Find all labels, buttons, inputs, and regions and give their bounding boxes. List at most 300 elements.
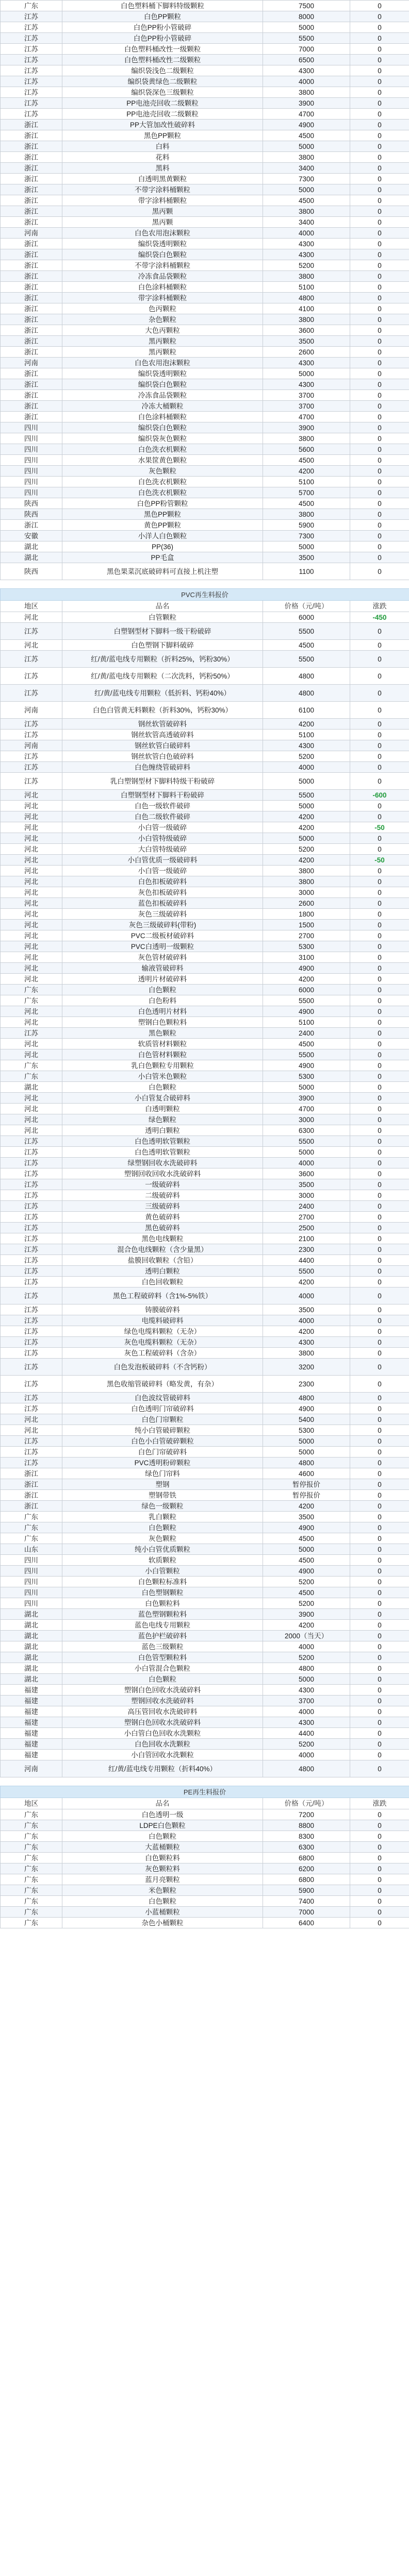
table-row (1, 909, 409, 920)
region-cell: 河北 (1, 822, 62, 833)
change-cell: 0 (350, 1566, 409, 1577)
table-row (1, 1326, 409, 1337)
change-cell: 0 (350, 509, 409, 520)
table-row (1, 303, 409, 314)
product-cell: 蓝色电线专用颗粒 (62, 1620, 263, 1631)
table-row (1, 1315, 409, 1326)
region-cell: 河北 (1, 790, 62, 801)
price-cell: 5000 (263, 184, 350, 195)
table-row (1, 1266, 409, 1277)
product-cell: PP大管加改性破碎料 (62, 120, 263, 130)
product-cell: 蓝色三级颗粒 (62, 1641, 263, 1652)
region-cell: 河北 (1, 855, 62, 866)
region-cell: 福建 (1, 1717, 62, 1728)
region-cell: 河北 (1, 920, 62, 930)
table-row (1, 1522, 409, 1533)
change-cell: 0 (350, 1393, 409, 1403)
table-row (1, 1760, 409, 1777)
region-cell: 广东 (1, 995, 62, 1006)
change-cell: 0 (350, 412, 409, 422)
region-cell: 江苏 (1, 22, 62, 33)
table-row (1, 33, 409, 44)
price-cell: 6400 (263, 1918, 350, 1928)
table-row (1, 952, 409, 963)
price-cell: 5900 (263, 1885, 350, 1896)
table-row (1, 1820, 409, 1831)
table-row (1, 719, 409, 730)
price-cell: 4000 (263, 762, 350, 773)
product-cell: 白色塑料桶下脚料特级颗粒 (62, 1, 263, 11)
table-row (1, 1244, 409, 1255)
change-cell: 0 (350, 141, 409, 152)
change-cell: 0 (350, 1403, 409, 1414)
price-cell: 4200 (263, 974, 350, 985)
region-cell: 四川 (1, 1577, 62, 1587)
change-cell: 0 (350, 941, 409, 952)
table-row (1, 1093, 409, 1104)
product-cell: 灰色电缆料颗粒（无杂） (62, 1337, 263, 1348)
change-cell: 0 (350, 1907, 409, 1918)
region-cell: 江苏 (1, 55, 62, 65)
product-cell: 白色洗衣机颗粒 (62, 487, 263, 498)
region-cell: 河北 (1, 909, 62, 920)
table-row (1, 1907, 409, 1918)
price-cell: 2700 (263, 1212, 350, 1223)
change-cell: 0 (350, 740, 409, 751)
price-cell: 3800 (263, 87, 350, 98)
product-cell: 水果筐黄色颗粒 (62, 455, 263, 466)
table-row (1, 1179, 409, 1190)
product-cell: 小白管一级破碎 (62, 822, 263, 833)
product-cell: 透明片材破碎料 (62, 974, 263, 985)
price-table-3 (0, 1786, 409, 1928)
price-cell: 7000 (263, 44, 350, 55)
region-cell: 河北 (1, 1414, 62, 1425)
table-row (1, 444, 409, 455)
table-row (1, 1874, 409, 1885)
region-cell: 浙江 (1, 152, 62, 163)
region-cell: 广东 (1, 1820, 62, 1831)
region-cell: 浙江 (1, 520, 62, 531)
product-cell: 塑钢回收回收水洗破碎料 (62, 1168, 263, 1179)
region-cell: 福建 (1, 1696, 62, 1706)
price-cell: 4500 (263, 1533, 350, 1544)
region-cell: 浙江 (1, 174, 62, 184)
change-cell: 0 (350, 11, 409, 22)
product-cell: 黑色PP颗粒 (62, 130, 263, 141)
table-row (1, 1631, 409, 1641)
product-cell: 白色波纹管破碎料 (62, 1393, 263, 1403)
table-row (1, 1696, 409, 1706)
table-row (1, 920, 409, 930)
region-cell: 江苏 (1, 109, 62, 120)
region-cell: 河南 (1, 358, 62, 368)
price-cell: 4300 (263, 65, 350, 76)
table-row (1, 98, 409, 109)
region-cell: 河北 (1, 941, 62, 952)
change-cell: 0 (350, 1304, 409, 1315)
region-cell: 浙江 (1, 390, 62, 401)
price-cell: 5000 (263, 22, 350, 33)
table-row (1, 930, 409, 941)
product-cell: 纯小白管优质颗粒 (62, 1544, 263, 1555)
region-cell: 浙江 (1, 293, 62, 303)
region-cell: 浙江 (1, 1479, 62, 1490)
section-title: PE再生料报价 (1, 1786, 409, 1798)
change-cell: 0 (350, 433, 409, 444)
table-row (1, 1049, 409, 1060)
product-cell: PVC白透明一级颗粒 (62, 941, 263, 952)
region-cell: 河北 (1, 952, 62, 963)
product-cell: 小白管混合色颗粒 (62, 1663, 263, 1674)
region-cell: 四川 (1, 487, 62, 498)
product-cell: 白色颗粒 (62, 1831, 263, 1842)
price-cell: 4800 (263, 685, 350, 702)
price-cell: 4900 (263, 1403, 350, 1414)
region-cell: 江苏 (1, 11, 62, 22)
price-cell: 5000 (263, 368, 350, 379)
price-cell: 7200 (263, 1809, 350, 1820)
product-cell: 编织袋深色三级颗粒 (62, 87, 263, 98)
price-cell: 8800 (263, 1820, 350, 1831)
change-cell: 0 (350, 1842, 409, 1853)
change-cell: 0 (350, 1863, 409, 1874)
product-cell: 白色农用泡沫颗粒 (62, 228, 263, 239)
region-cell: 广东 (1, 1885, 62, 1896)
price-cell: 5000 (263, 541, 350, 552)
change-cell: 0 (350, 541, 409, 552)
table-row (1, 1, 409, 11)
product-cell: 白色粉料 (62, 995, 263, 1006)
table-row (1, 1641, 409, 1652)
header-product: 品名 (62, 601, 263, 612)
region-cell: 河南 (1, 702, 62, 719)
price-cell: 3200 (263, 1359, 350, 1376)
region-cell: 江苏 (1, 1359, 62, 1376)
product-cell: 高压管回收水洗破碎料 (62, 1706, 263, 1717)
change-cell: 0 (350, 422, 409, 433)
region-cell: 陕西 (1, 498, 62, 509)
product-cell: 白色PP粉小管破碎 (62, 22, 263, 33)
change-cell: 0 (350, 520, 409, 531)
region-cell: 江苏 (1, 1287, 62, 1304)
product-cell: 黑色PP颗粒 (62, 509, 263, 520)
price-cell: 6000 (263, 612, 350, 623)
region-cell: 四川 (1, 1555, 62, 1566)
table-row (1, 1168, 409, 1179)
change-cell: 0 (350, 1652, 409, 1663)
product-cell: 黑料 (62, 163, 263, 174)
product-cell: 色丙颗粒 (62, 303, 263, 314)
region-cell: 江苏 (1, 1028, 62, 1039)
table-row (1, 751, 409, 762)
change-cell: 0 (350, 1287, 409, 1304)
product-cell: 钢丝软管白破碎料 (62, 740, 263, 751)
product-cell: 白色洗衣机颗粒 (62, 477, 263, 487)
change-cell: 0 (350, 1685, 409, 1696)
region-cell: 江苏 (1, 1212, 62, 1223)
change-cell: 0 (350, 1620, 409, 1631)
product-cell: 带字涂料桶颗粒 (62, 293, 263, 303)
table-row (1, 1255, 409, 1266)
table-row (1, 422, 409, 433)
table-row (1, 206, 409, 217)
region-cell: 浙江 (1, 368, 62, 379)
product-cell: 大色丙颗粒 (62, 325, 263, 336)
price-cell: 4200 (263, 1620, 350, 1631)
product-cell: 白色PP粉小管破碎 (62, 33, 263, 44)
table-row (1, 1114, 409, 1125)
price-cell: 4300 (263, 1717, 350, 1728)
price-cell: 5200 (263, 1739, 350, 1750)
region-cell: 江苏 (1, 730, 62, 740)
product-cell: 白色一级软件破碎 (62, 801, 263, 811)
product-cell: 钢丝软管破碎料 (62, 719, 263, 730)
price-cell: 3800 (263, 206, 350, 217)
product-cell: 黑丙颗 (62, 217, 263, 228)
region-cell: 江苏 (1, 1376, 62, 1393)
product-cell: 杂色颗粒 (62, 314, 263, 325)
change-cell: 0 (350, 1739, 409, 1750)
region-cell: 河北 (1, 898, 62, 909)
table-row (1, 762, 409, 773)
region-cell: 四川 (1, 477, 62, 487)
product-cell: 小白管白色回收水洗颗粒 (62, 1728, 263, 1739)
change-cell: 0 (350, 651, 409, 668)
product-cell: 绿色颗粒 (62, 1114, 263, 1125)
price-cell: 5500 (263, 623, 350, 640)
product-cell: 红/黄/蓝电线专用颗粒（二次洗料，钙粉50%） (62, 668, 263, 685)
region-cell: 浙江 (1, 347, 62, 358)
region-cell: 浙江 (1, 239, 62, 249)
region-cell: 广东 (1, 1809, 62, 1820)
price-cell: 3600 (263, 325, 350, 336)
table-row (1, 1233, 409, 1244)
change-cell: 0 (350, 920, 409, 930)
change-cell: 0 (350, 1414, 409, 1425)
table-row (1, 1287, 409, 1304)
price-cell: 4300 (263, 1337, 350, 1348)
region-cell: 河南 (1, 740, 62, 751)
price-cell: 3100 (263, 952, 350, 963)
region-cell: 河北 (1, 876, 62, 887)
price-cell: 5900 (263, 520, 350, 531)
region-cell: 浙江 (1, 379, 62, 390)
region-cell: 江苏 (1, 623, 62, 640)
product-cell: 塑钢白色颗粒料 (62, 1017, 263, 1028)
table-row (1, 1739, 409, 1750)
price-cell: 4200 (263, 822, 350, 833)
table-row (1, 1071, 409, 1082)
price-cell: 5500 (263, 995, 350, 1006)
region-cell: 江苏 (1, 1136, 62, 1147)
table-row (1, 1544, 409, 1555)
table-row (1, 498, 409, 509)
change-cell: 0 (350, 1179, 409, 1190)
change-cell: 0 (350, 640, 409, 651)
price-cell: 5500 (263, 1049, 350, 1060)
change-cell: 0 (350, 55, 409, 65)
change-cell: 0 (350, 702, 409, 719)
region-cell: 河北 (1, 833, 62, 844)
change-cell: 0 (350, 217, 409, 228)
price-cell: 4200 (263, 855, 350, 866)
product-cell: 白色颗粒料 (62, 1853, 263, 1863)
table-row (1, 1436, 409, 1447)
section-title-row (1, 589, 409, 601)
table-row (1, 1533, 409, 1544)
price-cell: 5500 (263, 1136, 350, 1147)
table-row (1, 1853, 409, 1863)
price-cell: 3400 (263, 217, 350, 228)
region-cell: 江苏 (1, 1326, 62, 1337)
table-row (1, 1082, 409, 1093)
change-cell: 0 (350, 974, 409, 985)
region-cell: 江苏 (1, 1147, 62, 1158)
table-row (1, 314, 409, 325)
change-cell: 0 (350, 898, 409, 909)
product-cell: 盐膜回收颗粒（含铅） (62, 1255, 263, 1266)
price-cell: 4900 (263, 1522, 350, 1533)
change-cell: 0 (350, 1244, 409, 1255)
table-row (1, 623, 409, 640)
region-cell: 江苏 (1, 668, 62, 685)
price-cell: 3800 (263, 152, 350, 163)
product-cell: 软质颗粒 (62, 1555, 263, 1566)
product-cell: 杂色小桶颗粒 (62, 1918, 263, 1928)
change-cell: 0 (350, 1447, 409, 1458)
change-cell: 0 (350, 995, 409, 1006)
product-cell: 白色回收水洗颗粒 (62, 1739, 263, 1750)
change-cell: 0 (350, 33, 409, 44)
price-cell: 3500 (263, 1304, 350, 1315)
product-cell: 塑钢带铁 (62, 1490, 263, 1501)
product-cell: 钢丝软管白色破碎料 (62, 751, 263, 762)
change-cell: 0 (350, 1896, 409, 1907)
change-cell: 0 (350, 1674, 409, 1685)
table-row (1, 1750, 409, 1760)
product-cell: 小白管颗粒 (62, 1566, 263, 1577)
price-cell: 3500 (263, 1179, 350, 1190)
region-cell: 福建 (1, 1728, 62, 1739)
region-cell: 浙江 (1, 184, 62, 195)
price-cell: 5100 (263, 282, 350, 293)
table-row (1, 260, 409, 271)
table-row (1, 217, 409, 228)
region-cell: 广东 (1, 1842, 62, 1853)
change-cell: 0 (350, 98, 409, 109)
region-cell: 江苏 (1, 1403, 62, 1414)
price-cell: 3800 (263, 271, 350, 282)
table-row (1, 152, 409, 163)
region-cell: 安徽 (1, 531, 62, 541)
change-cell: 0 (350, 876, 409, 887)
price-cell: 暂停报价 (263, 1479, 350, 1490)
table-row (1, 1706, 409, 1717)
region-cell: 河北 (1, 930, 62, 941)
change-cell: 0 (350, 228, 409, 239)
region-cell: 江苏 (1, 1447, 62, 1458)
table-row (1, 985, 409, 995)
region-cell: 河北 (1, 640, 62, 651)
product-cell: 白色塑料桶改性二级颗粒 (62, 55, 263, 65)
table-row (1, 390, 409, 401)
table-row (1, 541, 409, 552)
region-cell: 广东 (1, 1522, 62, 1533)
change-cell: 0 (350, 866, 409, 876)
price-cell: 2500 (263, 1223, 350, 1233)
change-cell: 0 (350, 1706, 409, 1717)
price-cell: 2400 (263, 1028, 350, 1039)
region-cell: 广东 (1, 1918, 62, 1928)
change-cell: 0 (350, 390, 409, 401)
table-row (1, 844, 409, 855)
product-cell: 钢丝软管高透破碎料 (62, 730, 263, 740)
price-cell: 5300 (263, 941, 350, 952)
table-row (1, 1125, 409, 1136)
change-cell: 0 (350, 444, 409, 455)
change-cell: 0 (350, 1006, 409, 1017)
table-row (1, 974, 409, 985)
table-row (1, 1348, 409, 1359)
price-cell: 2000（当天） (263, 1631, 350, 1641)
price-cell: 3800 (263, 509, 350, 520)
product-cell: 小白管米色颗粒 (62, 1071, 263, 1082)
price-cell: 5200 (263, 751, 350, 762)
price-cell: 4000 (263, 1641, 350, 1652)
region-cell: 江苏 (1, 1244, 62, 1255)
product-cell: 白色透明软管颗粒 (62, 1147, 263, 1158)
price-cell: 4200 (263, 811, 350, 822)
header-price: 价格（元/吨） (263, 1798, 350, 1809)
price-cell: 4000 (263, 228, 350, 239)
table-row (1, 552, 409, 563)
product-cell: 混合色电线颗粒（含少量黑） (62, 1244, 263, 1255)
header-price: 价格（元/吨） (263, 601, 350, 612)
change-cell: 0 (350, 1853, 409, 1863)
table-row (1, 1577, 409, 1587)
price-cell: 2700 (263, 930, 350, 941)
price-cell: 4500 (263, 1039, 350, 1049)
change-cell: 0 (350, 1190, 409, 1201)
table-row (1, 1158, 409, 1168)
region-cell: 湖北 (1, 552, 62, 563)
region-cell: 河北 (1, 1104, 62, 1114)
product-cell: 冷冻食品袋颗粒 (62, 390, 263, 401)
region-cell: 河北 (1, 801, 62, 811)
product-cell: 白色透明片材料 (62, 1006, 263, 1017)
product-cell: 小白管回收水洗颗粒 (62, 1750, 263, 1760)
product-cell: 白色扣板破碎料 (62, 876, 263, 887)
change-cell: 0 (350, 751, 409, 762)
region-cell: 江苏 (1, 1255, 62, 1266)
product-cell: 灰色工程破碎料（含杂） (62, 1348, 263, 1359)
region-cell: 浙江 (1, 130, 62, 141)
table-row (1, 11, 409, 22)
table-row (1, 1212, 409, 1223)
price-cell: 3600 (263, 1168, 350, 1179)
price-cell: 4200 (263, 1501, 350, 1512)
change-cell: 0 (350, 1082, 409, 1093)
price-cell: 5500 (263, 33, 350, 44)
product-cell: 白塑钢型材下脚料一级干粉破碎 (62, 623, 263, 640)
price-cell: 7300 (263, 531, 350, 541)
change-cell: 0 (350, 1728, 409, 1739)
change-cell: 0 (350, 887, 409, 898)
price-cell: 5000 (263, 1447, 350, 1458)
change-cell: 0 (350, 44, 409, 55)
table-row (1, 1060, 409, 1071)
